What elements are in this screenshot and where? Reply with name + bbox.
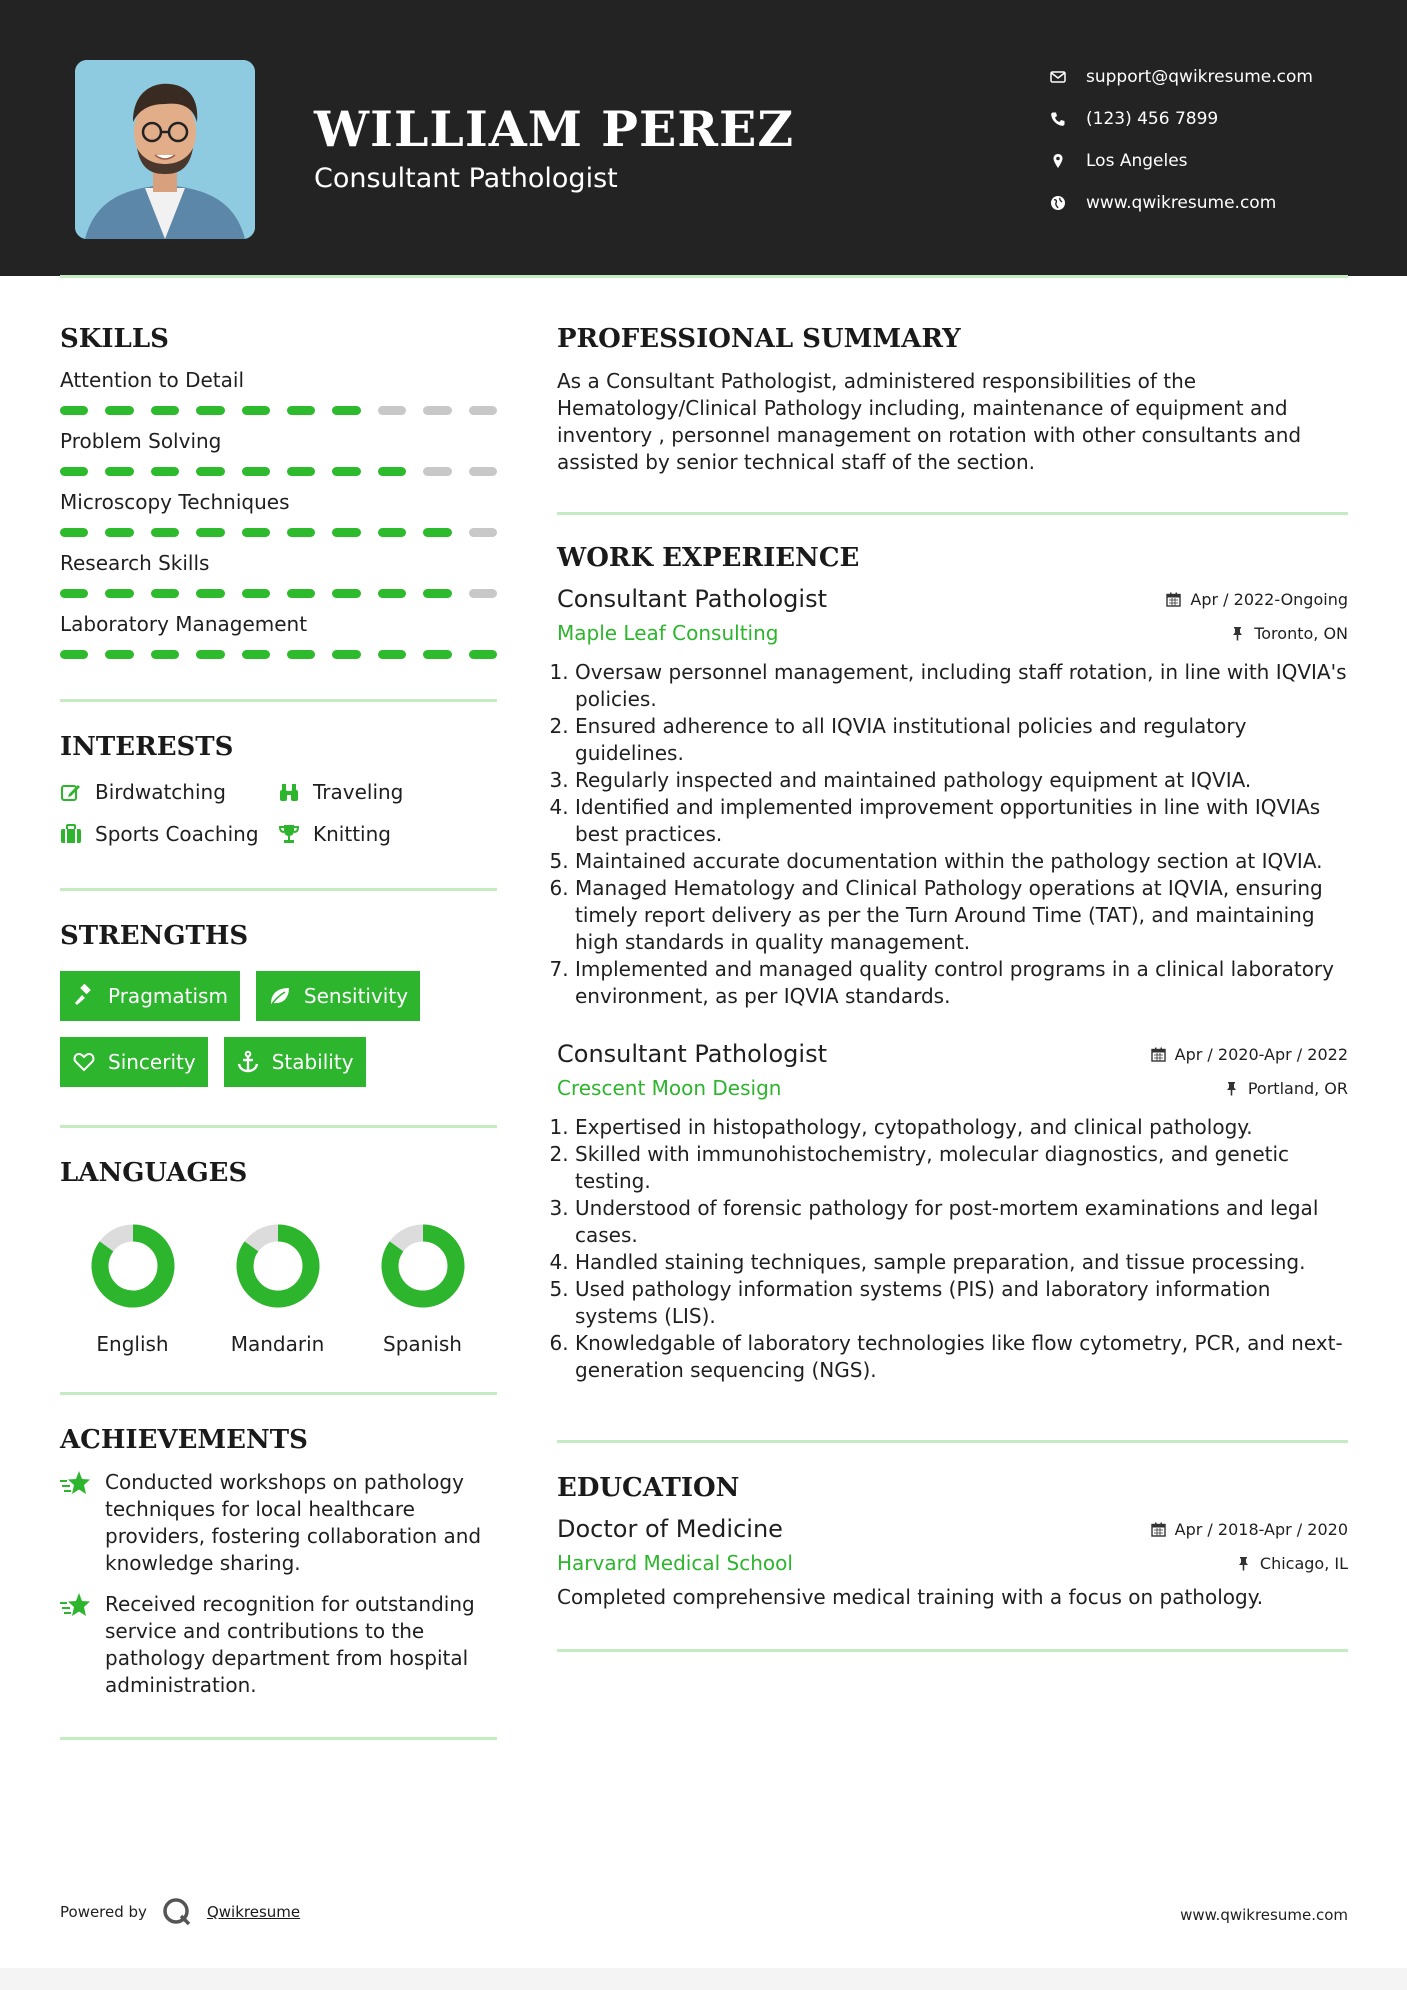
skill-name: Microscopy Techniques: [60, 490, 290, 514]
calendar-icon: [1151, 1522, 1166, 1537]
footer-url[interactable]: www.qwikresume.com: [1180, 1906, 1348, 1924]
qwikresume-logo-icon: [161, 1896, 193, 1928]
language-item: [205, 1218, 350, 1356]
education-section: [557, 1473, 1348, 1609]
achievement-text: Conducted workshops on pathology techniques for local healthcare providers, fostering collaboration and knowledge sharing.: [105, 1470, 482, 1575]
anchor-icon: [236, 1050, 260, 1074]
education-dates-text: Apr / 2018-Apr / 2020: [1174, 1519, 1348, 1539]
skill-rating-dot: [469, 528, 497, 537]
section-divider: [557, 512, 1348, 515]
skill-rating-dot: [332, 467, 360, 476]
skill-rating-dot: [378, 650, 406, 659]
language-name: Spanish: [383, 1332, 462, 1356]
job-location: [1224, 1079, 1348, 1098]
contact-email[interactable]: [1050, 56, 1370, 98]
skill-rating: [60, 528, 497, 537]
edit-icon: [60, 781, 82, 803]
skill-rating-dot: [60, 406, 88, 415]
contact-list: [1050, 56, 1370, 224]
section-divider: [557, 1649, 1348, 1652]
binoculars-icon: [278, 781, 300, 803]
contact-phone[interactable]: [1050, 98, 1370, 140]
skill-rating-dot: [60, 467, 88, 476]
pushpin-icon: [1230, 626, 1245, 641]
education-location: [1236, 1554, 1348, 1573]
skill-rating-dot: [60, 650, 88, 659]
strength-badge: [224, 1037, 366, 1087]
skills-section: [60, 324, 497, 659]
interest-label: Knitting: [313, 822, 391, 846]
job-bullet: 3. Regularly inspected and maintained pathology equipment at IQVIA.: [575, 767, 1348, 794]
skill-rating-dot: [242, 589, 270, 598]
school-name: Harvard Medical School: [557, 1551, 793, 1575]
right-column: [557, 300, 1348, 1652]
job-bullet: 3. Understood of forensic pathology for post-mortem examinations and legal cases.: [575, 1195, 1348, 1249]
suitcase-icon: [60, 823, 82, 845]
achievement-text: Received recognition for outstanding service and contributions to the pathology department from hospital administration.: [105, 1592, 475, 1697]
summary-heading: PROFESSIONAL SUMMARY: [557, 324, 961, 354]
job-dates-text: Apr / 2020-Apr / 2022: [1174, 1044, 1348, 1064]
languages-heading: LANGUAGES: [60, 1158, 248, 1188]
contact-phone-text: (123) 456 7899: [1086, 109, 1219, 129]
language-item: [350, 1218, 495, 1356]
skill-rating-dot: [423, 589, 451, 598]
achievements-section: [60, 1425, 497, 1699]
skill-rating-dot: [242, 650, 270, 659]
candidate-title: Consultant Pathologist: [314, 163, 618, 194]
section-divider: [60, 1737, 497, 1740]
skill-rating: [60, 650, 497, 659]
language-name: English: [96, 1332, 169, 1356]
skill-rating-dot: [332, 650, 360, 659]
language-level-ring: [85, 1218, 181, 1314]
job-header: [557, 585, 1348, 613]
skill-item: [60, 490, 497, 537]
skill-rating-dot: [196, 406, 224, 415]
skill-item: [60, 612, 497, 659]
language-item: [60, 1218, 205, 1356]
education-description: Completed comprehensive medical training with a focus on pathology.: [557, 1585, 1264, 1609]
degree-title: Doctor of Medicine: [557, 1515, 783, 1543]
skill-rating-dot: [105, 406, 133, 415]
summary-section: [557, 324, 1348, 476]
experience-heading: WORK EXPERIENCE: [557, 543, 860, 573]
map-pin-icon: [1050, 153, 1066, 169]
skill-rating-dot: [105, 467, 133, 476]
skill-rating-dot: [332, 589, 360, 598]
skill-item: [60, 368, 497, 415]
candidate-name: WILLIAM PEREZ: [314, 100, 795, 158]
job-bullet: 1. Expertised in histopathology, cytopathology, and clinical pathology.: [575, 1114, 1348, 1141]
skill-rating-dot: [378, 406, 406, 415]
interest-item: [278, 822, 478, 846]
strengths-section: [60, 921, 497, 1087]
skill-rating-dot: [242, 528, 270, 537]
contact-location-text: Los Angeles: [1086, 151, 1188, 171]
contact-location: [1050, 140, 1370, 182]
trophy-icon: [278, 823, 300, 845]
education-header: [557, 1515, 1348, 1543]
job-bullet: 4. Identified and implemented improvement opportunities in line with IQVIAs best practices.: [575, 794, 1348, 848]
job-bullet: 5. Maintained accurate documentation within the pathology section at IQVIA.: [575, 848, 1348, 875]
profile-photo: [75, 60, 255, 239]
skill-rating-dot: [196, 650, 224, 659]
skill-name: Problem Solving: [60, 429, 222, 453]
interest-item: [60, 780, 278, 804]
job-bullet: 2. Ensured adherence to all IQVIA institutional policies and regulatory guidelines.: [575, 713, 1348, 767]
interests-section: [60, 732, 497, 846]
powered-by-text: Powered by: [60, 1903, 147, 1921]
strengths-heading: STRENGTHS: [60, 921, 249, 951]
skill-rating: [60, 467, 497, 476]
job-bullet: 6. Knowledgable of laboratory technologies like flow cytometry, PCR, and next-generation sequencing (NGS).: [575, 1330, 1348, 1384]
skill-rating-dot: [469, 406, 497, 415]
skill-rating-dot: [242, 467, 270, 476]
section-divider: [557, 1440, 1348, 1443]
header-divider: [60, 275, 1348, 278]
education-location-text: Chicago, IL: [1259, 1553, 1348, 1573]
star-icon: [60, 1469, 92, 1497]
job-bullet: 7. Implemented and managed quality control programs in a clinical laboratory environment, as per IQVIA standards.: [575, 956, 1348, 1010]
languages-section: [60, 1158, 497, 1356]
job-title: Consultant Pathologist: [557, 585, 827, 613]
skill-rating-dot: [105, 528, 133, 537]
skill-rating-dot: [469, 467, 497, 476]
job-entry: [557, 1040, 1348, 1384]
skill-rating-dot: [60, 528, 88, 537]
strength-label: Pragmatism: [108, 984, 228, 1008]
job-bullet: 4. Handled staining techniques, sample preparation, and tissue processing.: [575, 1249, 1348, 1276]
job-bullets: [557, 1114, 1348, 1384]
footer-powered-by: [60, 1896, 300, 1928]
job-bullet: 6. Managed Hematology and Clinical Pathology operations at IQVIA, ensuring timely report delivery as per the Turn Around Time (TAT), and maintaining high standards in quality management.: [575, 875, 1348, 956]
education-heading: EDUCATION: [557, 1473, 740, 1503]
star-icon: [60, 1591, 92, 1619]
globe-icon: [1050, 195, 1066, 211]
skills-heading: SKILLS: [60, 324, 169, 354]
skill-rating-dot: [196, 589, 224, 598]
skill-rating-dot: [196, 528, 224, 537]
skill-rating-dot: [423, 406, 451, 415]
heart-icon: [72, 1050, 96, 1074]
skill-rating-dot: [378, 528, 406, 537]
job-bullets: [557, 659, 1348, 1010]
skill-rating-dot: [151, 650, 179, 659]
job-header: [557, 1040, 1348, 1068]
language-level-ring: [375, 1218, 471, 1314]
skill-rating-dot: [287, 406, 315, 415]
interest-label: Birdwatching: [95, 780, 226, 804]
skill-rating: [60, 406, 497, 415]
skill-rating-dot: [287, 589, 315, 598]
section-divider: [60, 699, 497, 702]
job-dates: [1166, 590, 1348, 609]
company-name: Crescent Moon Design: [557, 1076, 782, 1100]
interest-label: Sports Coaching: [95, 822, 259, 846]
job-bullet: 2. Skilled with immunohistochemistry, molecular diagnostics, and genetic testing.: [575, 1141, 1348, 1195]
skill-rating-dot: [105, 650, 133, 659]
strength-label: Stability: [271, 1050, 354, 1074]
leaf-icon: [268, 984, 292, 1008]
strength-badge: [60, 971, 240, 1021]
strength-badge: [256, 971, 420, 1021]
job-bullet: 5. Used pathology information systems (PIS) and laboratory information systems (LIS).: [575, 1276, 1348, 1330]
skill-item: [60, 551, 497, 598]
job-entry: [557, 585, 1348, 1010]
strength-label: Sincerity: [108, 1050, 196, 1074]
envelope-icon: [1050, 69, 1066, 85]
job-location: [1230, 624, 1348, 643]
calendar-icon: [1166, 592, 1181, 607]
resume-header: [0, 0, 1407, 276]
job-dates-text: Apr / 2022-Ongoing: [1190, 589, 1348, 609]
skill-rating-dot: [378, 589, 406, 598]
skill-rating-dot: [378, 467, 406, 476]
avatar-icon: [75, 60, 255, 239]
interest-item: [278, 780, 478, 804]
pushpin-icon: [1236, 1556, 1251, 1571]
skills-list: [60, 368, 497, 659]
page-bottom-edge: [0, 1968, 1407, 1990]
education-subheader: [557, 1551, 1348, 1575]
languages-list: [60, 1218, 497, 1356]
skill-rating-dot: [287, 528, 315, 537]
skill-rating-dot: [196, 467, 224, 476]
language-level-ring: [230, 1218, 326, 1314]
interests-list: [60, 780, 497, 846]
education-dates: [1151, 1520, 1348, 1539]
skill-rating-dot: [423, 528, 451, 537]
achievement-item: [60, 1469, 497, 1577]
skill-rating-dot: [423, 650, 451, 659]
section-divider: [60, 888, 497, 891]
achievement-item: [60, 1591, 497, 1699]
skill-rating-dot: [287, 467, 315, 476]
experience-section: [557, 543, 1348, 1384]
interests-heading: INTERESTS: [60, 732, 234, 762]
skill-rating-dot: [469, 650, 497, 659]
strengths-list: [60, 971, 497, 1087]
skill-rating-dot: [151, 406, 179, 415]
job-location-text: Toronto, ON: [1254, 623, 1348, 643]
skill-rating-dot: [242, 406, 270, 415]
interest-item: [60, 822, 278, 846]
skill-rating-dot: [151, 467, 179, 476]
job-location-text: Portland, OR: [1247, 1078, 1348, 1098]
skill-item: [60, 429, 497, 476]
skill-rating-dot: [469, 589, 497, 598]
skill-rating-dot: [332, 406, 360, 415]
job-title: Consultant Pathologist: [557, 1040, 827, 1068]
skill-rating-dot: [287, 650, 315, 659]
skill-name: Laboratory Management: [60, 612, 308, 636]
phone-icon: [1050, 111, 1066, 127]
skill-name: Attention to Detail: [60, 368, 245, 392]
job-dates: [1151, 1045, 1348, 1064]
language-name: Mandarin: [230, 1332, 325, 1356]
qwikresume-link[interactable]: Qwikresume: [206, 1903, 301, 1921]
skill-rating-dot: [151, 528, 179, 537]
company-name: Maple Leaf Consulting: [557, 621, 779, 645]
summary-text: As a Consultant Pathologist, administered responsibilities of the Hematology/Clinical Pathology including, maintenance of equipment and inventory , personnel management on rotation with other consultants and assisted by senior technical staff of the section.: [557, 369, 1302, 474]
job-subheader: [557, 1076, 1348, 1100]
pushpin-icon: [1224, 1081, 1239, 1096]
strength-badge: [60, 1037, 208, 1087]
skill-rating-dot: [151, 589, 179, 598]
skill-rating-dot: [423, 467, 451, 476]
calendar-icon: [1151, 1047, 1166, 1062]
strength-label: Sensitivity: [303, 984, 409, 1008]
skill-name: Research Skills: [60, 551, 210, 575]
skill-rating-dot: [60, 589, 88, 598]
contact-website-text: www.qwikresume.com: [1086, 193, 1277, 213]
job-bullet: 1. Oversaw personnel management, including staff rotation, in line with IQVIA's policies.: [575, 659, 1348, 713]
interest-label: Traveling: [313, 780, 404, 804]
skill-rating-dot: [332, 528, 360, 537]
contact-website[interactable]: [1050, 182, 1370, 224]
achievements-heading: ACHIEVEMENTS: [60, 1425, 308, 1455]
section-divider: [60, 1392, 497, 1395]
contact-email-text: support@qwikresume.com: [1086, 67, 1313, 87]
gavel-icon: [72, 984, 96, 1008]
skill-rating: [60, 589, 497, 598]
section-divider: [60, 1125, 497, 1128]
skill-rating-dot: [105, 589, 133, 598]
job-subheader: [557, 621, 1348, 645]
left-column: [60, 300, 497, 1740]
